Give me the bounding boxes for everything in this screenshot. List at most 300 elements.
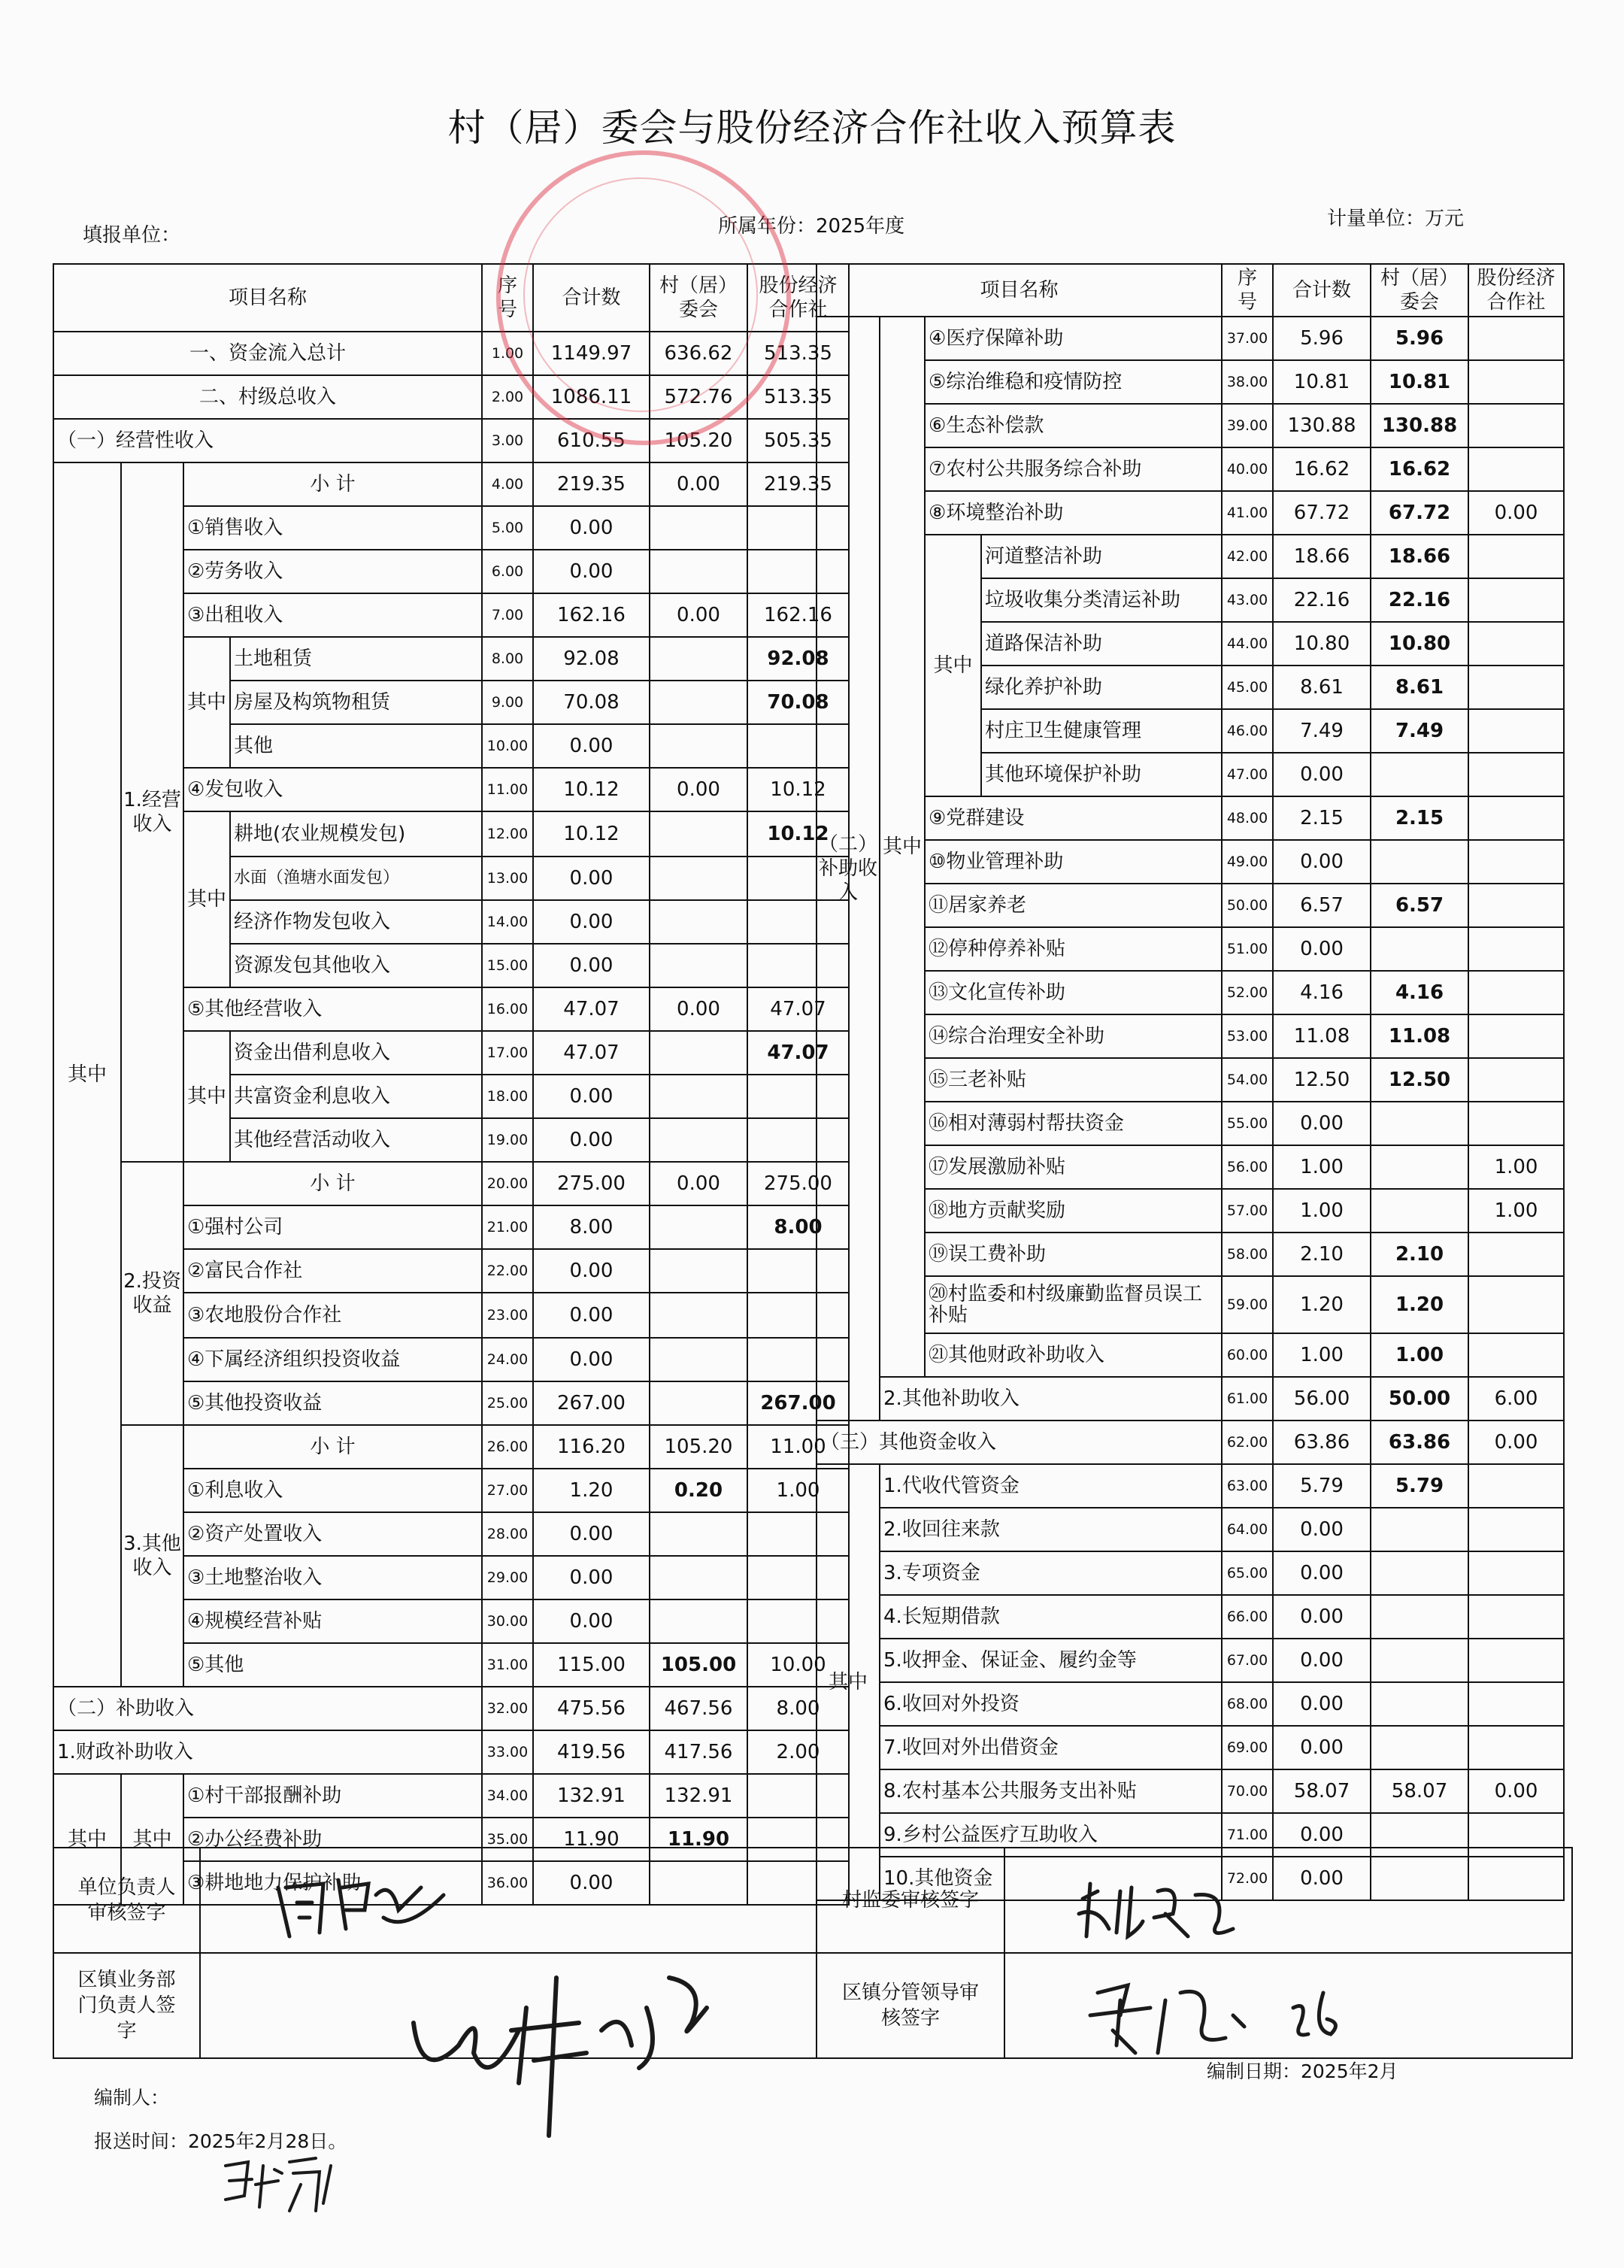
row-seq: 34.00	[482, 1774, 533, 1818]
table-row	[817, 535, 1564, 578]
row-label: 水面（渔塘水面发包）	[230, 857, 482, 900]
table-row	[817, 1377, 1564, 1421]
row-seq: 51.00	[1222, 927, 1273, 971]
row-seq: 54.00	[1222, 1058, 1273, 1102]
row-seq: 4.00	[482, 462, 533, 506]
row-total: 0.00	[1273, 927, 1371, 971]
row-seq: 57.00	[1222, 1189, 1273, 1233]
row-total: 16.62	[1273, 447, 1371, 491]
group-qizhong-sub: 其中	[183, 811, 230, 987]
row-coop	[1468, 1551, 1564, 1595]
row-label: 7.收回对外出借资金	[880, 1726, 1222, 1769]
row-total: 56.00	[1273, 1377, 1371, 1421]
row-total: 0.00	[1273, 753, 1371, 796]
row-coop: 10.12	[747, 768, 849, 811]
row-committee: 58.07	[1371, 1769, 1468, 1813]
group-qizhong: 其中	[53, 462, 121, 1687]
row-committee	[1371, 1145, 1468, 1189]
row-seq: 28.00	[482, 1512, 533, 1556]
row-seq: 10.00	[482, 724, 533, 768]
row-label: 小 计	[183, 1162, 482, 1205]
row-committee	[650, 900, 747, 944]
row-coop	[1468, 1682, 1564, 1726]
table-row	[53, 419, 849, 462]
row-coop: 505.35	[747, 419, 849, 462]
row-total: 0.00	[533, 1249, 650, 1293]
row-committee	[650, 1205, 747, 1249]
row-committee	[650, 506, 747, 550]
row-label: ④医疗保障补助	[925, 317, 1222, 360]
header-coop-right: 股份经济合作社	[1468, 264, 1564, 317]
row-total: 67.72	[1273, 491, 1371, 535]
row-coop: 1.00	[747, 1469, 849, 1512]
row-total: 162.16	[533, 593, 650, 637]
row-committee: 0.00	[650, 1162, 747, 1205]
row-seq: 50.00	[1222, 884, 1273, 927]
row-total: 5.96	[1273, 317, 1371, 360]
row-label: ㉑其他财政补助收入	[925, 1333, 1222, 1377]
row-label: 河道整洁补助	[981, 535, 1222, 578]
group-investment-income: 2.投资收益	[121, 1162, 183, 1425]
row-committee: 0.00	[650, 987, 747, 1031]
village-supervisor-signature	[1075, 1876, 1248, 1944]
row-coop	[1468, 535, 1564, 578]
row-seq: 31.00	[482, 1643, 533, 1687]
row-coop: 0.00	[1468, 1421, 1564, 1464]
row-total: 0.00	[533, 1293, 650, 1338]
row-coop: 0.00	[1468, 491, 1564, 535]
row-seq: 36.00	[482, 1861, 533, 1905]
row-seq: 13.00	[482, 857, 533, 900]
row-total: 18.66	[1273, 535, 1371, 578]
row-seq: 58.00	[1222, 1233, 1273, 1276]
row-coop	[1468, 666, 1564, 709]
group-qizhong-other: 其中	[817, 1464, 880, 1900]
row-committee	[1371, 1508, 1468, 1551]
row-committee: 105.20	[650, 419, 747, 462]
row-seq: 38.00	[1222, 360, 1273, 404]
row-coop: 10.00	[747, 1643, 849, 1687]
row-total: 0.00	[1273, 1102, 1371, 1145]
row-total: 0.00	[533, 506, 650, 550]
fill-unit-label: 填报单位：	[83, 224, 181, 247]
row-committee	[650, 1118, 747, 1162]
row-coop	[1468, 360, 1564, 404]
row-coop	[1468, 927, 1564, 971]
table-row	[817, 1595, 1564, 1639]
row-label: 资源发包其他收入	[230, 944, 482, 987]
row-total: 267.00	[533, 1381, 650, 1425]
row-coop	[1468, 447, 1564, 491]
row-label: 小 计	[183, 462, 482, 506]
row-seq: 63.00	[1222, 1464, 1273, 1508]
row-label: 经济作物发包收入	[230, 900, 482, 944]
row-label: 绿化养护补助	[981, 666, 1222, 709]
row-label: 道路保洁补助	[981, 622, 1222, 666]
row-total: 0.00	[533, 857, 650, 900]
table-row	[817, 927, 1564, 971]
row-coop	[1468, 1639, 1564, 1682]
row-committee: 130.88	[1371, 404, 1468, 447]
row-committee: 18.66	[1371, 535, 1468, 578]
row-coop: 8.00	[747, 1687, 849, 1730]
row-total: 0.00	[533, 1075, 650, 1118]
row-total: 63.86	[1273, 1421, 1371, 1464]
table-row	[53, 1425, 849, 1469]
table-row	[817, 1551, 1564, 1595]
row-committee	[650, 1338, 747, 1381]
table-row	[817, 1464, 1564, 1508]
row-total: 610.55	[533, 419, 650, 462]
row-committee	[650, 811, 747, 857]
table-row	[817, 971, 1564, 1014]
row-label: （一）经营性收入	[53, 419, 482, 462]
row-label: ⑳村监委和村级廉勤监督员误工补贴	[925, 1276, 1222, 1333]
table-row	[817, 491, 1564, 535]
row-seq: 61.00	[1222, 1377, 1273, 1421]
row-committee	[650, 944, 747, 987]
row-total: 2.10	[1273, 1233, 1371, 1276]
row-seq: 72.00	[1222, 1857, 1273, 1900]
table-row	[817, 1333, 1564, 1377]
row-label: ⑨党群建设	[925, 796, 1222, 840]
row-seq: 7.00	[482, 593, 533, 637]
row-total: 8.61	[1273, 666, 1371, 709]
row-seq: 16.00	[482, 987, 533, 1031]
row-total: 132.91	[533, 1774, 650, 1818]
row-committee	[650, 1031, 747, 1075]
row-label: 2.收回往来款	[880, 1508, 1222, 1551]
row-seq: 2.00	[482, 375, 533, 419]
row-label: ⑩物业管理补助	[925, 840, 1222, 884]
row-label: 6.收回对外投资	[880, 1682, 1222, 1726]
row-label: ②办公经费补助	[183, 1818, 482, 1861]
row-coop: 162.16	[747, 593, 849, 637]
row-committee	[1371, 840, 1468, 884]
table-row	[817, 1102, 1564, 1145]
row-coop: 1.00	[1468, 1189, 1564, 1233]
row-total: 475.56	[533, 1687, 650, 1730]
row-label: ④下属经济组织投资收益	[183, 1338, 482, 1381]
row-label: （三）其他资金收入	[817, 1421, 1222, 1464]
group-subsidy-income: （二）补助收入	[817, 317, 880, 1421]
group-qizhong: 其中	[880, 317, 925, 1377]
row-committee: 2.10	[1371, 1233, 1468, 1276]
row-committee: 0.20	[650, 1469, 747, 1512]
row-coop: 47.07	[747, 987, 849, 1031]
row-label: 二、村级总收入	[53, 375, 482, 419]
row-total: 11.90	[533, 1818, 650, 1861]
group-other-income: 3.其他收入	[121, 1425, 183, 1687]
row-seq: 26.00	[482, 1425, 533, 1469]
row-total: 0.00	[1273, 840, 1371, 884]
row-total: 275.00	[533, 1162, 650, 1205]
row-seq: 24.00	[482, 1338, 533, 1381]
row-seq: 55.00	[1222, 1102, 1273, 1145]
row-label: ④规模经营补贴	[183, 1599, 482, 1643]
header-coop: 股份经济合作社	[747, 264, 849, 332]
row-coop: 219.35	[747, 462, 849, 506]
row-total: 1086.11	[533, 375, 650, 419]
left-table	[53, 263, 850, 1906]
row-label: ⑯相对薄弱村帮扶资金	[925, 1102, 1222, 1145]
year-label: 所属年份：2025年度	[718, 215, 905, 238]
row-seq: 70.00	[1222, 1769, 1273, 1813]
row-seq: 44.00	[1222, 622, 1273, 666]
row-total: 47.07	[533, 1031, 650, 1075]
row-seq: 6.00	[482, 550, 533, 593]
row-seq: 65.00	[1222, 1551, 1273, 1595]
row-total: 0.00	[1273, 1813, 1371, 1857]
row-committee	[650, 1293, 747, 1338]
row-label: 2.其他补助收入	[880, 1377, 1222, 1421]
row-seq: 69.00	[1222, 1726, 1273, 1769]
row-label: 资金出借利息收入	[230, 1031, 482, 1075]
row-total: 10.12	[533, 811, 650, 857]
row-coop: 2.00	[747, 1730, 849, 1774]
row-total: 0.00	[533, 1338, 650, 1381]
row-committee: 0.00	[650, 768, 747, 811]
row-seq: 17.00	[482, 1031, 533, 1075]
row-total: 0.00	[1273, 1551, 1371, 1595]
table-row	[817, 1726, 1564, 1769]
group-qizhong-fiscal: 其中	[121, 1774, 183, 1905]
header-total: 合计数	[533, 264, 650, 332]
row-seq: 49.00	[1222, 840, 1273, 884]
left-table-body	[53, 332, 849, 1905]
row-label: 村庄卫生健康管理	[981, 709, 1222, 753]
row-label: ②劳务收入	[183, 550, 482, 593]
table-row	[817, 1769, 1564, 1813]
row-committee: 105.20	[650, 1425, 747, 1469]
row-total: 1.20	[1273, 1276, 1371, 1333]
row-seq: 27.00	[482, 1469, 533, 1512]
row-seq: 37.00	[1222, 317, 1273, 360]
row-committee: 63.86	[1371, 1421, 1468, 1464]
row-label: 8.农村基本公共服务支出补贴	[880, 1769, 1222, 1813]
row-coop	[1468, 1233, 1564, 1276]
row-committee: 417.56	[650, 1730, 747, 1774]
row-coop	[1468, 840, 1564, 884]
table-row	[817, 1508, 1564, 1551]
table-row	[53, 332, 849, 375]
dept-head-signature	[406, 1963, 722, 2143]
row-committee	[650, 681, 747, 724]
row-total: 22.16	[1273, 578, 1371, 622]
table-row	[817, 840, 1564, 884]
row-committee: 11.08	[1371, 1014, 1468, 1058]
row-committee	[1371, 1595, 1468, 1639]
row-label: 一、资金流入总计	[53, 332, 482, 375]
row-seq: 8.00	[482, 637, 533, 681]
right-table	[816, 263, 1565, 1901]
row-seq: 29.00	[482, 1556, 533, 1599]
row-label: ③耕地地力保护补助	[183, 1861, 482, 1905]
row-label: （二）补助收入	[53, 1687, 482, 1730]
row-committee: 11.90	[650, 1818, 747, 1861]
district-leader-signature	[1083, 1970, 1353, 2060]
row-label: 9.乡村公益医疗互助收入	[880, 1813, 1222, 1857]
row-total: 0.00	[533, 944, 650, 987]
row-committee: 67.72	[1371, 491, 1468, 535]
row-total: 0.00	[533, 1556, 650, 1599]
row-label: ⑬文化宣传补助	[925, 971, 1222, 1014]
row-coop: 0.00	[1468, 1769, 1564, 1813]
row-total: 115.00	[533, 1643, 650, 1687]
unit-label: 计量单位：万元	[1327, 208, 1465, 230]
row-seq: 20.00	[482, 1162, 533, 1205]
row-committee: 0.00	[650, 462, 747, 506]
row-committee: 105.00	[650, 1643, 747, 1687]
row-label: ⑤其他	[183, 1643, 482, 1687]
row-label: ⑥生态补偿款	[925, 404, 1222, 447]
row-total: 0.00	[1273, 1682, 1371, 1726]
row-committee	[650, 1249, 747, 1293]
row-label: ⑫停种停养补贴	[925, 927, 1222, 971]
row-total: 7.49	[1273, 709, 1371, 753]
row-committee: 132.91	[650, 1774, 747, 1818]
table-row	[53, 1730, 849, 1774]
row-seq: 9.00	[482, 681, 533, 724]
row-coop: 92.08	[747, 637, 849, 681]
village-supervisor-label: 村监委审核签字	[817, 1848, 1004, 1953]
row-seq: 66.00	[1222, 1595, 1273, 1639]
row-seq: 11.00	[482, 768, 533, 811]
row-seq: 15.00	[482, 944, 533, 987]
row-total: 1.20	[533, 1469, 650, 1512]
row-label: 其他经营活动收入	[230, 1118, 482, 1162]
row-seq: 67.00	[1222, 1639, 1273, 1682]
table-row	[53, 375, 849, 419]
row-label: 垃圾收集分类清运补助	[981, 578, 1222, 622]
row-committee	[650, 550, 747, 593]
row-coop	[1468, 709, 1564, 753]
row-total: 219.35	[533, 462, 650, 506]
unit-head-label: 单位负责人审核签字	[53, 1848, 200, 1953]
row-total: 0.00	[1273, 1726, 1371, 1769]
row-label: 4.长短期借款	[880, 1595, 1222, 1639]
row-seq: 56.00	[1222, 1145, 1273, 1189]
row-committee: 10.81	[1371, 360, 1468, 404]
row-committee	[1371, 753, 1468, 796]
row-total: 5.79	[1273, 1464, 1371, 1508]
row-coop: 47.07	[747, 1031, 849, 1075]
row-seq: 39.00	[1222, 404, 1273, 447]
row-coop	[1468, 1014, 1564, 1058]
row-coop	[1468, 1464, 1564, 1508]
row-seq: 68.00	[1222, 1682, 1273, 1726]
group-qizhong-sub: 其中	[183, 637, 230, 768]
dept-head-label: 区镇业务部门负责人签字	[53, 1953, 200, 2058]
row-committee	[1371, 1551, 1468, 1595]
table-row	[817, 1145, 1564, 1189]
header-committee-right: 村（居）委会	[1371, 264, 1468, 317]
row-committee	[1371, 1682, 1468, 1726]
district-leader-label: 区镇分管领导审核签字	[817, 1953, 1004, 2058]
row-coop	[1468, 971, 1564, 1014]
row-label: 小 计	[183, 1425, 482, 1469]
row-coop	[1468, 884, 1564, 927]
row-total: 4.16	[1273, 971, 1371, 1014]
row-label: 3.专项资金	[880, 1551, 1222, 1595]
row-label: ④发包收入	[183, 768, 482, 811]
row-seq: 43.00	[1222, 578, 1273, 622]
row-committee: 572.76	[650, 375, 747, 419]
row-seq: 23.00	[482, 1293, 533, 1338]
row-seq: 5.00	[482, 506, 533, 550]
row-total: 1.00	[1273, 1189, 1371, 1233]
row-committee: 4.16	[1371, 971, 1468, 1014]
header-total-right: 合计数	[1273, 264, 1371, 317]
row-total: 130.88	[1273, 404, 1371, 447]
table-row	[817, 1639, 1564, 1682]
row-committee	[650, 637, 747, 681]
header-item: 项目名称	[53, 264, 482, 332]
row-label: ⑤其他经营收入	[183, 987, 482, 1031]
row-coop	[1468, 753, 1564, 796]
row-seq: 45.00	[1222, 666, 1273, 709]
row-label: ②富民合作社	[183, 1249, 482, 1293]
row-label: 10.其他资金	[880, 1857, 1222, 1900]
row-committee: 50.00	[1371, 1377, 1468, 1421]
row-label: ②资产处置收入	[183, 1512, 482, 1556]
row-committee: 1.20	[1371, 1276, 1468, 1333]
row-committee: 6.57	[1371, 884, 1468, 927]
row-committee	[1371, 927, 1468, 971]
group-qizhong-subsidy: 其中	[53, 1774, 121, 1905]
row-committee	[1371, 1639, 1468, 1682]
row-committee	[650, 857, 747, 900]
row-coop: 275.00	[747, 1162, 849, 1205]
row-coop	[1468, 1333, 1564, 1377]
row-seq: 53.00	[1222, 1014, 1273, 1058]
right-table-body	[817, 317, 1564, 1900]
doc-title: 村（居）委会与股份经济合作社收入预算表	[447, 106, 1177, 150]
table-row	[817, 1233, 1564, 1276]
row-label: 土地租赁	[230, 637, 482, 681]
row-total: 10.80	[1273, 622, 1371, 666]
row-total: 0.00	[533, 1512, 650, 1556]
row-total: 116.20	[533, 1425, 650, 1469]
row-label: 5.收押金、保证金、履约金等	[880, 1639, 1222, 1682]
table-row	[817, 884, 1564, 927]
table-row	[817, 447, 1564, 491]
row-total: 10.81	[1273, 360, 1371, 404]
row-label: 其他	[230, 724, 482, 768]
row-total: 0.00	[1273, 1639, 1371, 1682]
row-seq: 64.00	[1222, 1508, 1273, 1551]
row-committee	[650, 1599, 747, 1643]
row-label: ③土地整治收入	[183, 1556, 482, 1599]
table-row	[817, 1276, 1564, 1333]
row-seq: 48.00	[1222, 796, 1273, 840]
group-qizhong-env: 其中	[925, 535, 981, 796]
row-label: ⑭综合治理安全补助	[925, 1014, 1222, 1058]
row-total: 47.07	[533, 987, 650, 1031]
row-seq: 3.00	[482, 419, 533, 462]
row-coop	[1468, 1726, 1564, 1769]
row-committee: 5.96	[1371, 317, 1468, 360]
row-seq: 21.00	[482, 1205, 533, 1249]
row-coop: 6.00	[1468, 1377, 1564, 1421]
row-total: 0.00	[1273, 1508, 1371, 1551]
row-seq: 35.00	[482, 1818, 533, 1861]
row-seq: 41.00	[1222, 491, 1273, 535]
table-row	[53, 1774, 849, 1818]
row-total: 6.57	[1273, 884, 1371, 927]
header-committee: 村（居）委会	[650, 264, 747, 332]
row-seq: 71.00	[1222, 1813, 1273, 1857]
